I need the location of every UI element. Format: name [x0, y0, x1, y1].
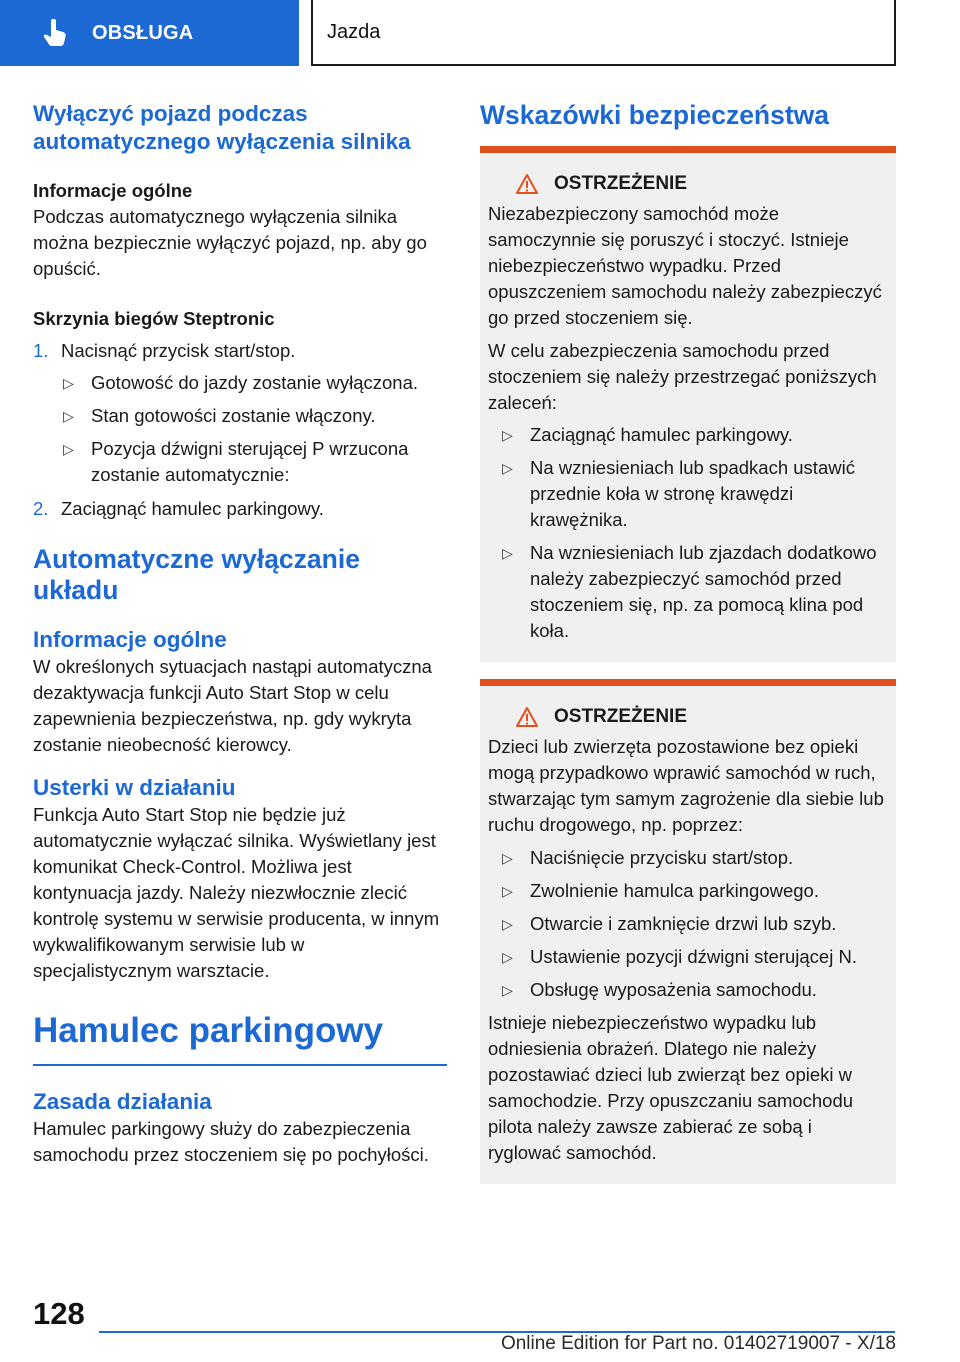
step-item	[33, 496, 447, 522]
list-item: ▷ Zaciągnąć hamulec parkingowy.	[500, 422, 888, 448]
triangle-bullet-icon: ▷	[502, 916, 513, 932]
steptronic-steps	[33, 338, 447, 522]
left-column	[33, 100, 447, 1168]
list-item: ▷ Gotowość do jazdy zostanie wyłączona.	[61, 370, 447, 396]
triangle-bullet-icon: ▷	[63, 375, 74, 391]
list-item: ▷ Naciśnięcie przycisku start/stop.	[500, 845, 888, 871]
triangle-bullet-icon: ▷	[502, 427, 513, 443]
warning-title	[516, 704, 888, 730]
warning-bullets	[500, 845, 888, 1003]
triangle-bullet-icon: ▷	[63, 408, 74, 424]
section-tab-label: OBSŁUGA	[92, 21, 194, 44]
triangle-bullet-icon: ▷	[63, 441, 74, 457]
list-item: ▷ Na wzniesieniach lub spadkach ustawić przednie koła w stronę krawędzi krawężnika.	[502, 457, 855, 530]
principle-text: Hamulec parkingowy służy do zabezpieczenia samochodu przez stoczeniem się po pochyłości.	[33, 1118, 429, 1165]
step-number: 1.	[33, 340, 49, 361]
section-divider	[33, 1064, 447, 1066]
heading-auto-off: Automatyczne wyłączanie układu	[33, 544, 360, 605]
triangle-bullet-icon: ▷	[502, 460, 513, 476]
warning-title	[516, 171, 888, 197]
step-bullets	[61, 370, 447, 488]
warning-text: Dzieci lub zwierzęta pozostawione bez opieki mogą przypadkowo wprawić samochód w ruch, stwarzając tym samym zagrożenie dla siebie lub ruchu drogowego, np. poprzez:	[488, 736, 884, 835]
general-info-2-text: W określonych sytuacjach nastąpi automatyczna dezaktywacja funkcji Auto Start Stop w celu zapewnienia bezpieczeństwa, np. gdy wykryta zostanie nieobecność kierowcy.	[33, 656, 432, 755]
section-tab[interactable]	[0, 0, 299, 66]
list-item: ▷ Zwolnienie hamulca parkingowego.	[500, 878, 888, 904]
step-text: Nacisnąć przycisk start/stop.	[61, 340, 296, 361]
warning-title-text: OSTRZEŻENIE	[554, 706, 688, 727]
triangle-bullet-icon: ▷	[502, 982, 513, 998]
warning-text: Istnieje niebezpieczeństwo wypadku lub odniesienia obrażeń. Dlatego nie należy pozostawiać dzieci lub zwierząt bez opieki w samochodzie. Przy opuszczaniu samochodu pilota należy zawsze zabierać ze sobą i ryglować samochód.	[488, 1012, 854, 1163]
warning-title-text: OSTRZEŻENIE	[554, 173, 688, 194]
triangle-bullet-icon: ▷	[502, 949, 513, 965]
step-item	[33, 338, 447, 488]
faults-text: Funkcja Auto Start Stop nie będzie już automatycznie wyłączać silnika. Wyświetlany jest komunikat Check-Control. Możliwa jest kontynuacja jazdy. Należy niezwłocznie zlecić kontrolę systemu w serwisie producenta, w innym wykwalifikowanym serwisie lub w specjalistycznym warsztacie.	[33, 804, 440, 981]
list-item: ▷ Obsługę wyposażenia samochodu.	[500, 977, 888, 1003]
heading-general-info-2: Informacje ogólne	[33, 627, 227, 652]
list-item: ▷ Stan gotowości zostanie włączony.	[61, 403, 447, 429]
heading-principle: Zasada działania	[33, 1089, 212, 1114]
triangle-bullet-icon: ▷	[502, 883, 513, 899]
list-item: ▷ Otwarcie i zamknięcie drzwi lub szyb.	[500, 911, 888, 937]
heading-faults: Usterki w działaniu	[33, 775, 236, 800]
general-info-text: Podczas automatycznego wyłączenia silnika można bezpiecznie wyłączyć pojazd, np. aby go opuścić.	[33, 206, 427, 279]
heading-parking-brake: Hamulec parkingowy	[33, 1011, 384, 1050]
warning-box-2	[480, 679, 896, 1184]
general-info-label: Informacje ogólne	[33, 180, 193, 201]
warning-box-1	[480, 146, 896, 662]
list-item: ▷ Pozycja dźwigni sterującej P wrzucona zostanie automatycznie:	[63, 438, 409, 485]
warning-text: W celu zabezpieczenia samochodu przed stoczeniem się należy przestrzegać poniższych zaleceń:	[488, 340, 877, 413]
right-column	[480, 100, 896, 1184]
warning-text: Niezabezpieczony samochód może samoczynnie się poruszyć i stoczyć. Istnieje niebezpieczeństwo wypadku. Przed opuszczeniem samochodu należy zabezpieczyć go przed stoczeniem się.	[488, 203, 882, 328]
chapter-title	[311, 0, 896, 66]
list-item: ▷ Na wzniesieniach lub zjazdach dodatkowo należy zabezpieczyć samochód przed stoczeniem się, np. za pomocą klina pod koła.	[502, 542, 877, 641]
chapter-title-text: Jazda	[327, 20, 381, 43]
steptronic-label: Skrzynia biegów Steptronic	[33, 308, 275, 329]
hand-pointer-icon	[40, 18, 70, 48]
edition-note: Online Edition for Part no. 01402719007 - X/18	[500, 1333, 896, 1354]
heading-safety: Wskazówki bezpieczeństwa	[480, 100, 830, 130]
warning-triangle-icon	[516, 706, 538, 728]
heading-switch-off: Wyłączyć pojazd podczas automatycznego wyłączenia silnika	[33, 101, 411, 154]
list-item: ▷ Ustawienie pozycji dźwigni sterującej N.	[500, 944, 888, 970]
page-number: 128	[33, 1296, 85, 1331]
warning-bullets	[500, 422, 888, 644]
step-text: Zaciągnąć hamulec parkingowy.	[61, 498, 324, 519]
step-number: 2.	[33, 498, 49, 519]
triangle-bullet-icon: ▷	[502, 545, 513, 561]
triangle-bullet-icon: ▷	[502, 850, 513, 866]
warning-triangle-icon	[516, 173, 538, 195]
